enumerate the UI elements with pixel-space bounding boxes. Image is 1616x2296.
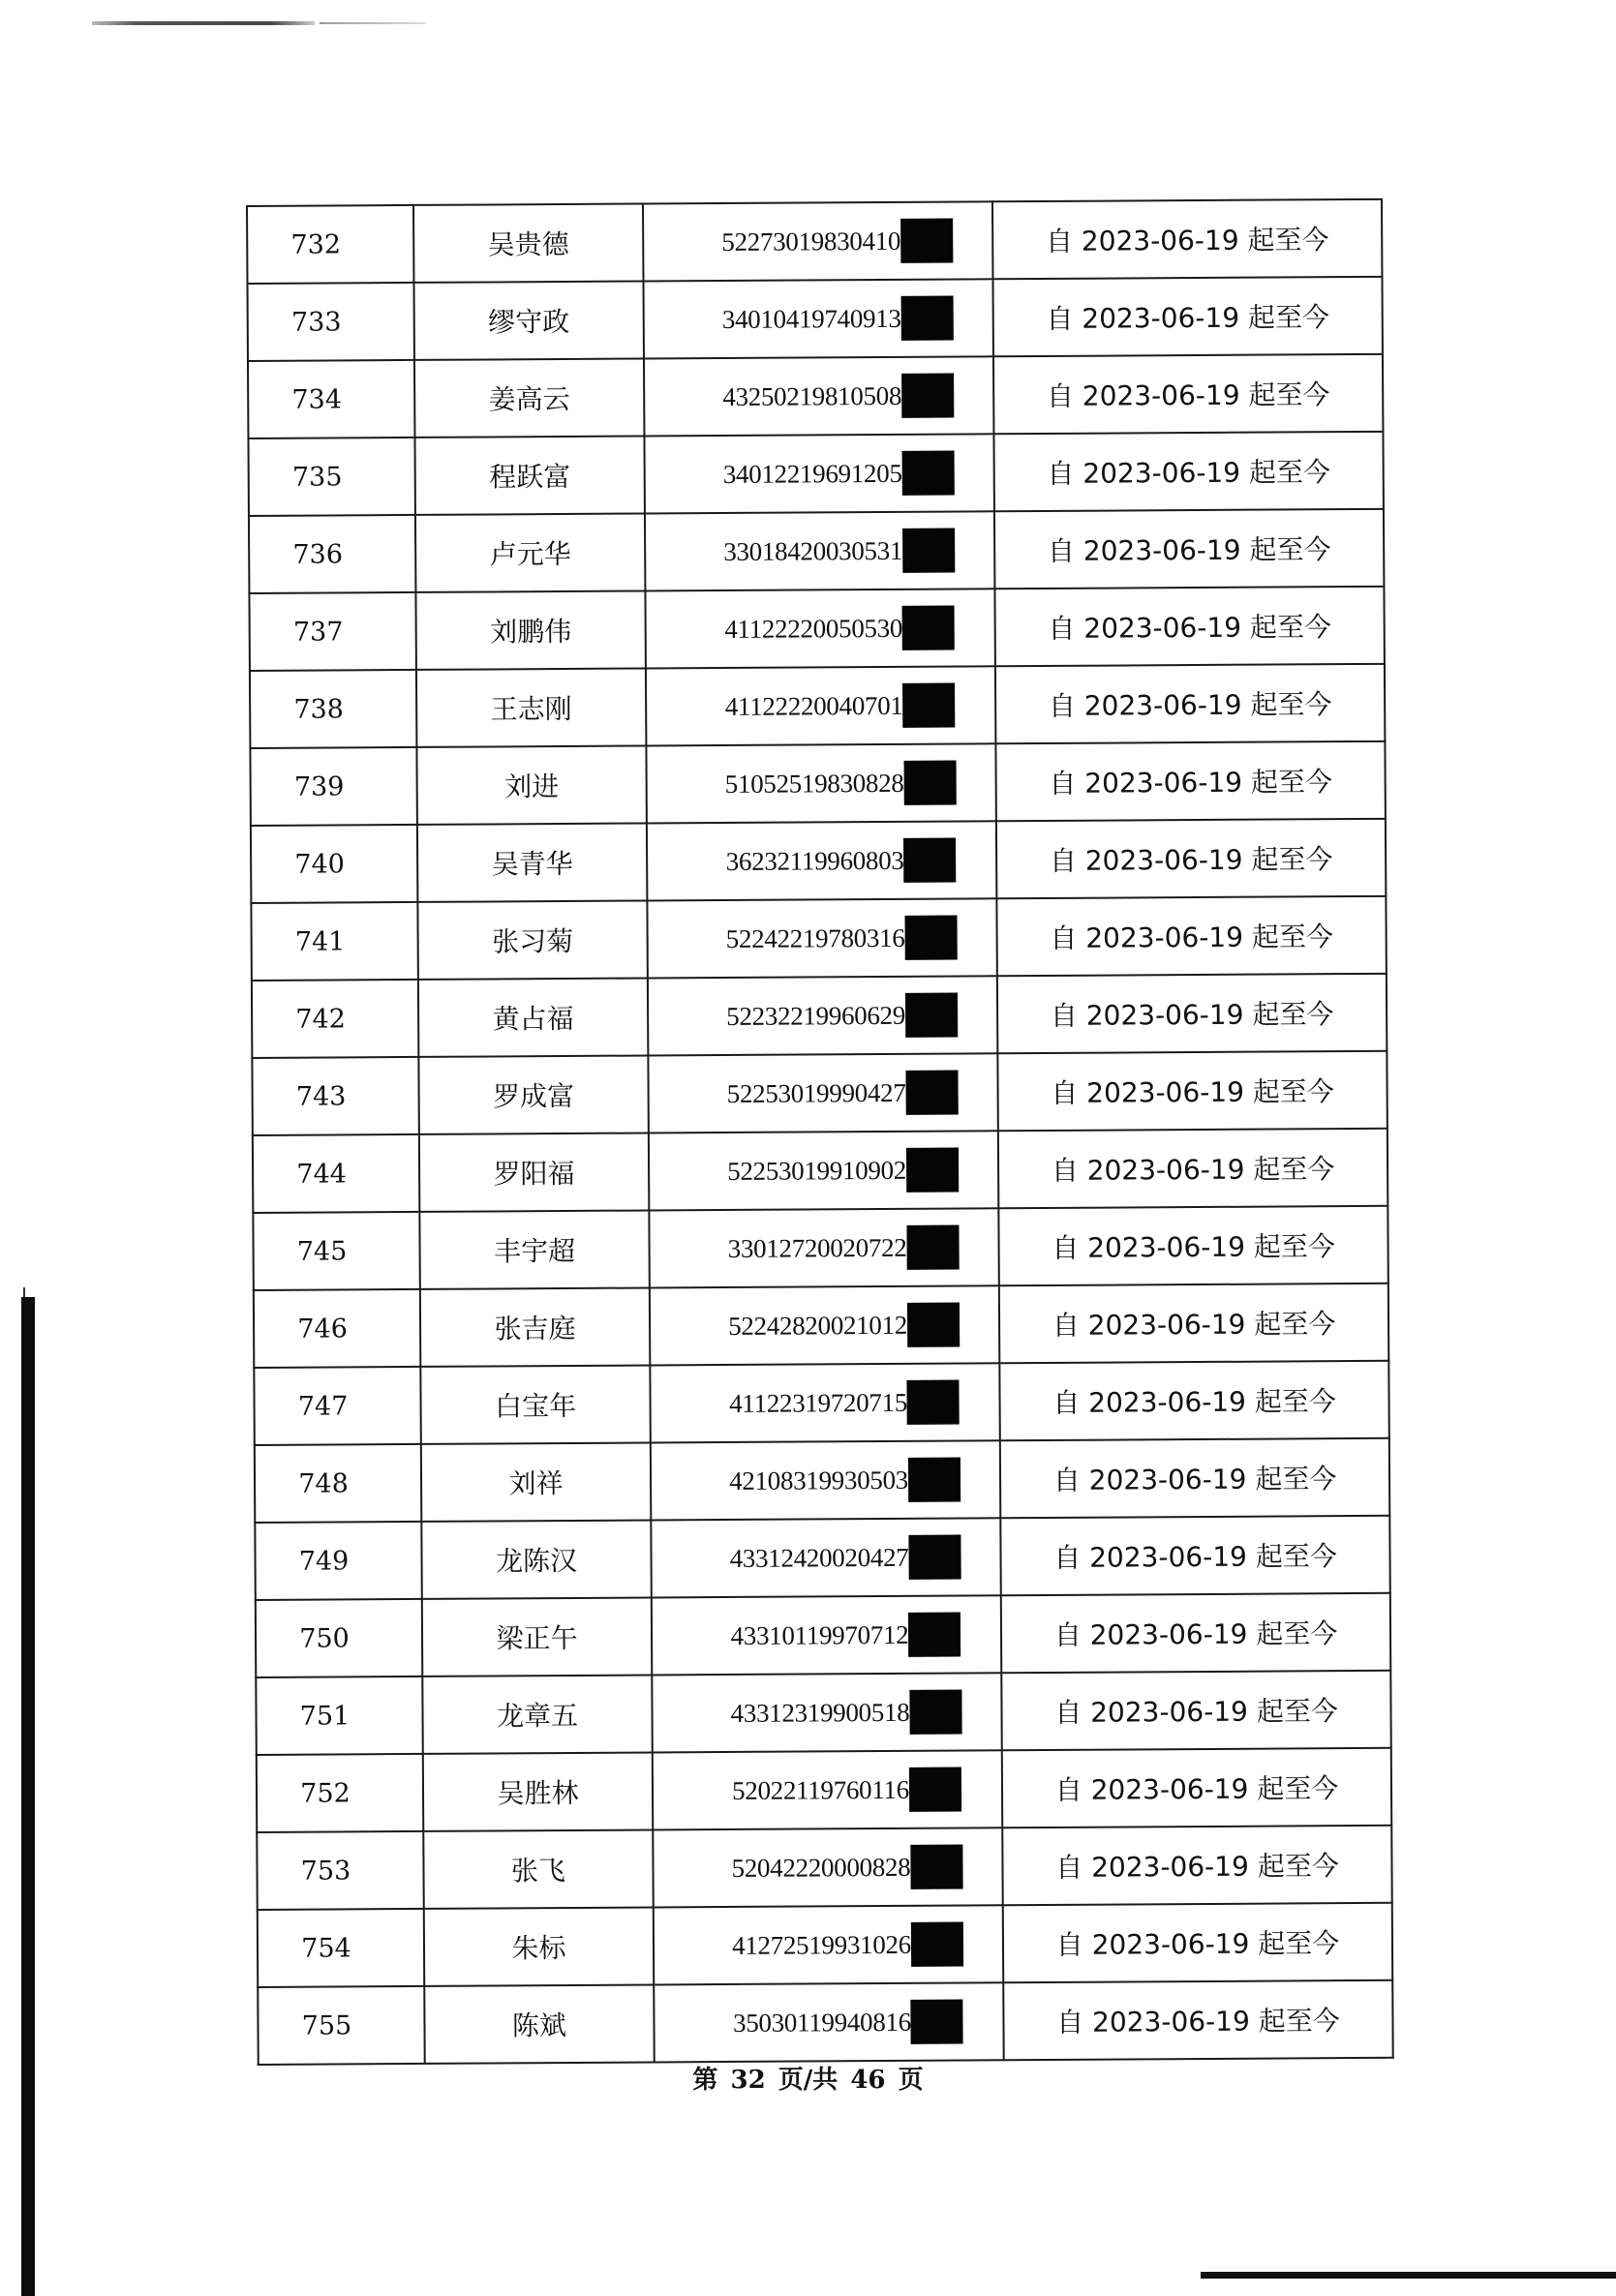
id-number-visible: 34012219691205 xyxy=(722,458,902,489)
table-row xyxy=(257,1748,1391,1832)
period-cell: 自 2023-06-19 起至今 xyxy=(996,896,1386,976)
id-number-wrap xyxy=(732,1767,961,1813)
footer-suffix: 页 xyxy=(898,2066,924,2095)
person-name: 吴青华 xyxy=(417,823,647,901)
row-number: 753 xyxy=(257,1831,423,1910)
person-name: 王志刚 xyxy=(416,668,646,746)
table-row xyxy=(257,1826,1391,1910)
id-number-wrap xyxy=(730,1613,960,1658)
roster-table-body xyxy=(247,199,1393,2065)
row-number: 744 xyxy=(253,1134,419,1213)
table-row xyxy=(258,1903,1392,1987)
id-number-visible: 52242820021012 xyxy=(728,1310,908,1341)
id-number-cell xyxy=(643,279,992,358)
person-name: 姜高云 xyxy=(414,358,644,437)
table-row xyxy=(247,277,1382,361)
table-row xyxy=(256,1671,1390,1755)
id-number-visible: 41122220040701 xyxy=(724,690,903,721)
period-cell: 自 2023-06-19 起至今 xyxy=(993,354,1383,434)
id-number-visible: 41122319720715 xyxy=(729,1387,908,1418)
row-number: 743 xyxy=(252,1057,418,1135)
id-number-cell xyxy=(650,1363,999,1442)
footer-middle: 页/共 xyxy=(778,2066,838,2095)
person-name: 龙陈汉 xyxy=(421,1520,651,1598)
id-number-wrap xyxy=(729,1458,960,1503)
person-name: 程跃富 xyxy=(414,436,644,514)
id-number-cell xyxy=(648,976,997,1055)
table-row xyxy=(250,741,1385,826)
id-number-wrap xyxy=(723,451,955,497)
redaction-block xyxy=(905,993,958,1038)
period-cell: 自 2023-06-19 起至今 xyxy=(993,432,1383,511)
redaction-block xyxy=(902,683,955,728)
period-cell: 自 2023-06-19 起至今 xyxy=(999,1284,1388,1363)
id-number-cell xyxy=(645,589,994,668)
redaction-block xyxy=(906,1148,959,1193)
redaction-block xyxy=(900,219,953,263)
id-number-cell xyxy=(643,201,992,281)
person-name: 刘鹏伟 xyxy=(415,590,645,669)
period-cell: 自 2023-06-19 起至今 xyxy=(996,819,1386,898)
id-number-visible: 52232219960629 xyxy=(726,1000,906,1031)
redaction-block xyxy=(901,374,954,418)
id-number-visible: 34010419740913 xyxy=(721,303,901,334)
id-number-visible: 52273019830410 xyxy=(721,226,901,257)
id-number-wrap xyxy=(727,1148,959,1193)
id-number-visible: 52253019990427 xyxy=(726,1077,906,1108)
person-name: 张习菊 xyxy=(417,900,647,979)
footer-current-page: 32 xyxy=(730,2066,766,2095)
redaction-block xyxy=(902,606,955,650)
table-row xyxy=(251,819,1386,903)
person-name: 龙章五 xyxy=(422,1675,652,1753)
period-cell: 自 2023-06-19 起至今 xyxy=(1003,1980,1392,2060)
id-number-cell xyxy=(646,666,995,745)
table-row xyxy=(249,509,1384,593)
row-number: 742 xyxy=(252,980,418,1058)
row-number: 733 xyxy=(247,283,413,361)
id-number-visible: 52253019910902 xyxy=(727,1155,907,1186)
id-number-visible: 43250219810508 xyxy=(722,380,902,411)
table-row xyxy=(247,199,1382,284)
id-number-visible: 33012720020722 xyxy=(727,1232,907,1263)
id-number-wrap xyxy=(730,1690,961,1736)
person-name: 缪守政 xyxy=(413,281,643,359)
table-row xyxy=(255,1516,1389,1600)
table-row xyxy=(248,354,1383,438)
table-row xyxy=(249,587,1384,671)
row-number: 746 xyxy=(254,1289,420,1368)
id-number-wrap xyxy=(726,993,958,1039)
redaction-block xyxy=(909,1690,961,1735)
table-row xyxy=(252,1051,1387,1135)
row-number: 747 xyxy=(254,1367,420,1445)
id-number-cell xyxy=(651,1440,1000,1520)
id-number-cell xyxy=(653,1750,1002,1829)
period-cell: 自 2023-06-19 起至今 xyxy=(995,664,1385,743)
redaction-block xyxy=(907,1303,960,1347)
id-number-cell xyxy=(648,1053,997,1133)
row-number: 739 xyxy=(250,747,416,826)
period-cell: 自 2023-06-19 起至今 xyxy=(1001,1671,1390,1750)
id-number-wrap xyxy=(731,1845,962,1890)
period-cell: 自 2023-06-19 起至今 xyxy=(1002,1826,1391,1905)
id-number-wrap xyxy=(724,606,955,651)
table-row xyxy=(255,1438,1389,1523)
row-number: 751 xyxy=(256,1677,422,1755)
id-number-visible: 52042220000828 xyxy=(731,1852,911,1883)
period-cell: 自 2023-06-19 起至今 xyxy=(995,741,1385,821)
period-cell: 自 2023-06-19 起至今 xyxy=(999,1361,1388,1440)
redaction-block xyxy=(908,1613,960,1657)
row-number: 734 xyxy=(248,360,414,438)
table-row xyxy=(251,896,1386,981)
period-cell: 自 2023-06-19 起至今 xyxy=(1003,1903,1392,1982)
table-row xyxy=(252,974,1387,1058)
table-row xyxy=(253,1129,1387,1213)
id-number-cell xyxy=(652,1595,1001,1675)
table-row xyxy=(254,1284,1388,1368)
person-name: 朱标 xyxy=(424,1907,654,1985)
redaction-block xyxy=(900,296,953,341)
roster-table xyxy=(246,198,1394,2066)
period-cell: 自 2023-06-19 起至今 xyxy=(992,199,1382,279)
id-number-wrap xyxy=(722,296,954,342)
period-cell: 自 2023-06-19 起至今 xyxy=(1000,1438,1389,1518)
id-number-wrap xyxy=(726,838,957,884)
period-cell: 自 2023-06-19 起至今 xyxy=(1001,1593,1390,1673)
row-number: 745 xyxy=(253,1212,419,1290)
id-number-cell xyxy=(649,1208,998,1287)
person-name: 陈斌 xyxy=(424,1984,654,2063)
id-number-cell xyxy=(652,1673,1001,1752)
person-name: 罗阳福 xyxy=(419,1133,649,1211)
id-number-wrap xyxy=(730,1535,961,1581)
row-number: 752 xyxy=(257,1754,423,1832)
row-number: 732 xyxy=(247,205,413,284)
period-cell: 自 2023-06-19 起至今 xyxy=(997,1051,1387,1131)
scan-artifact-top-faint xyxy=(320,22,426,24)
redaction-block xyxy=(911,2000,963,2044)
redaction-block xyxy=(910,1845,962,1889)
id-number-visible: 33018420030531 xyxy=(723,535,903,566)
person-name: 刘祥 xyxy=(421,1442,651,1521)
row-number: 735 xyxy=(248,438,414,516)
redaction-block xyxy=(909,1767,961,1812)
person-name: 梁正午 xyxy=(422,1597,652,1676)
id-number-wrap xyxy=(733,2000,963,2045)
table-row xyxy=(248,432,1383,516)
id-number-wrap xyxy=(732,1922,963,1968)
id-number-visible: 42108319930503 xyxy=(729,1465,909,1495)
id-number-cell xyxy=(646,743,995,823)
redaction-block xyxy=(907,1380,960,1425)
scan-artifact-left-edge xyxy=(21,1297,35,2296)
id-number-cell xyxy=(649,1131,998,1210)
row-number: 736 xyxy=(249,515,415,593)
scan-artifact-bottom-edge xyxy=(1201,2272,1616,2279)
table-row xyxy=(253,1206,1387,1290)
period-cell: 自 2023-06-19 起至今 xyxy=(1000,1516,1389,1595)
person-name: 白宝年 xyxy=(420,1365,650,1443)
id-number-cell xyxy=(650,1285,999,1365)
id-number-wrap xyxy=(728,1303,960,1348)
row-number: 750 xyxy=(256,1599,422,1677)
id-number-wrap xyxy=(725,761,957,806)
footer-total-pages: 46 xyxy=(850,2066,886,2095)
id-number-cell xyxy=(645,511,994,590)
id-number-wrap xyxy=(725,683,956,729)
row-number: 755 xyxy=(258,1986,424,2065)
redaction-block xyxy=(908,1458,960,1502)
person-name: 卢元华 xyxy=(415,513,645,591)
id-number-visible: 36232119960803 xyxy=(725,845,904,876)
row-number: 741 xyxy=(251,902,417,981)
person-name: 黄占福 xyxy=(418,978,648,1056)
footer-prefix: 第 xyxy=(692,2066,718,2095)
id-number-wrap xyxy=(723,529,955,574)
row-number: 748 xyxy=(255,1444,421,1523)
id-number-visible: 35030119940816 xyxy=(732,2007,911,2038)
person-name: 吴贵德 xyxy=(413,203,643,282)
redaction-block xyxy=(906,1225,959,1270)
id-number-cell xyxy=(654,1905,1003,1984)
person-name: 张飞 xyxy=(423,1829,653,1908)
id-number-cell xyxy=(653,1828,1002,1907)
id-number-visible: 41272519931026 xyxy=(731,1929,911,1960)
page-number-footer xyxy=(0,2060,1616,2096)
id-number-wrap xyxy=(728,1225,960,1271)
id-number-cell xyxy=(651,1518,1000,1597)
period-cell: 自 2023-06-19 起至今 xyxy=(998,1129,1387,1208)
scan-artifact-top xyxy=(92,21,315,25)
id-number-visible: 43310119970712 xyxy=(730,1619,909,1650)
id-number-cell xyxy=(647,821,996,900)
row-number: 737 xyxy=(249,592,415,671)
row-number: 740 xyxy=(251,825,417,903)
table-row xyxy=(258,1980,1392,2065)
period-cell: 自 2023-06-19 起至今 xyxy=(1002,1748,1391,1828)
person-name: 罗成富 xyxy=(418,1055,648,1133)
redaction-block xyxy=(908,1535,960,1580)
id-number-wrap xyxy=(721,219,953,264)
redaction-block xyxy=(903,838,956,883)
id-number-cell xyxy=(644,434,993,513)
period-cell: 自 2023-06-19 起至今 xyxy=(992,277,1382,356)
redaction-block xyxy=(911,1922,963,1967)
id-number-visible: 51052519830828 xyxy=(724,768,904,799)
person-name: 吴胜林 xyxy=(423,1752,653,1830)
period-cell: 自 2023-06-19 起至今 xyxy=(998,1206,1387,1285)
redaction-block xyxy=(905,1071,958,1115)
id-number-wrap xyxy=(729,1380,960,1426)
id-number-visible: 43312420020427 xyxy=(729,1542,909,1573)
row-number: 749 xyxy=(255,1522,421,1600)
table-row xyxy=(250,664,1385,748)
row-number: 754 xyxy=(258,1909,424,1987)
redaction-block xyxy=(901,451,954,496)
table-row xyxy=(254,1361,1388,1445)
person-name: 刘进 xyxy=(416,745,646,824)
id-number-cell xyxy=(644,356,993,436)
person-name: 张吉庭 xyxy=(420,1287,650,1366)
period-cell: 自 2023-06-19 起至今 xyxy=(994,509,1384,589)
id-number-wrap xyxy=(722,374,954,419)
id-number-cell xyxy=(654,1982,1003,2062)
id-number-wrap xyxy=(726,916,958,961)
id-number-visible: 41122220050530 xyxy=(724,613,903,644)
id-number-visible: 43312319900518 xyxy=(730,1697,910,1728)
redaction-block xyxy=(904,916,957,960)
period-cell: 自 2023-06-19 起至今 xyxy=(994,587,1384,666)
period-cell: 自 2023-06-19 起至今 xyxy=(997,974,1387,1053)
id-number-visible: 52022119760116 xyxy=(732,1774,909,1805)
redaction-block xyxy=(903,761,956,805)
id-number-visible: 52242219780316 xyxy=(725,922,905,953)
id-number-wrap xyxy=(727,1071,959,1116)
row-number: 738 xyxy=(250,670,416,748)
person-name: 丰宇超 xyxy=(419,1210,649,1288)
id-number-cell xyxy=(647,898,996,978)
table-row xyxy=(256,1593,1390,1677)
redaction-block xyxy=(902,529,955,573)
